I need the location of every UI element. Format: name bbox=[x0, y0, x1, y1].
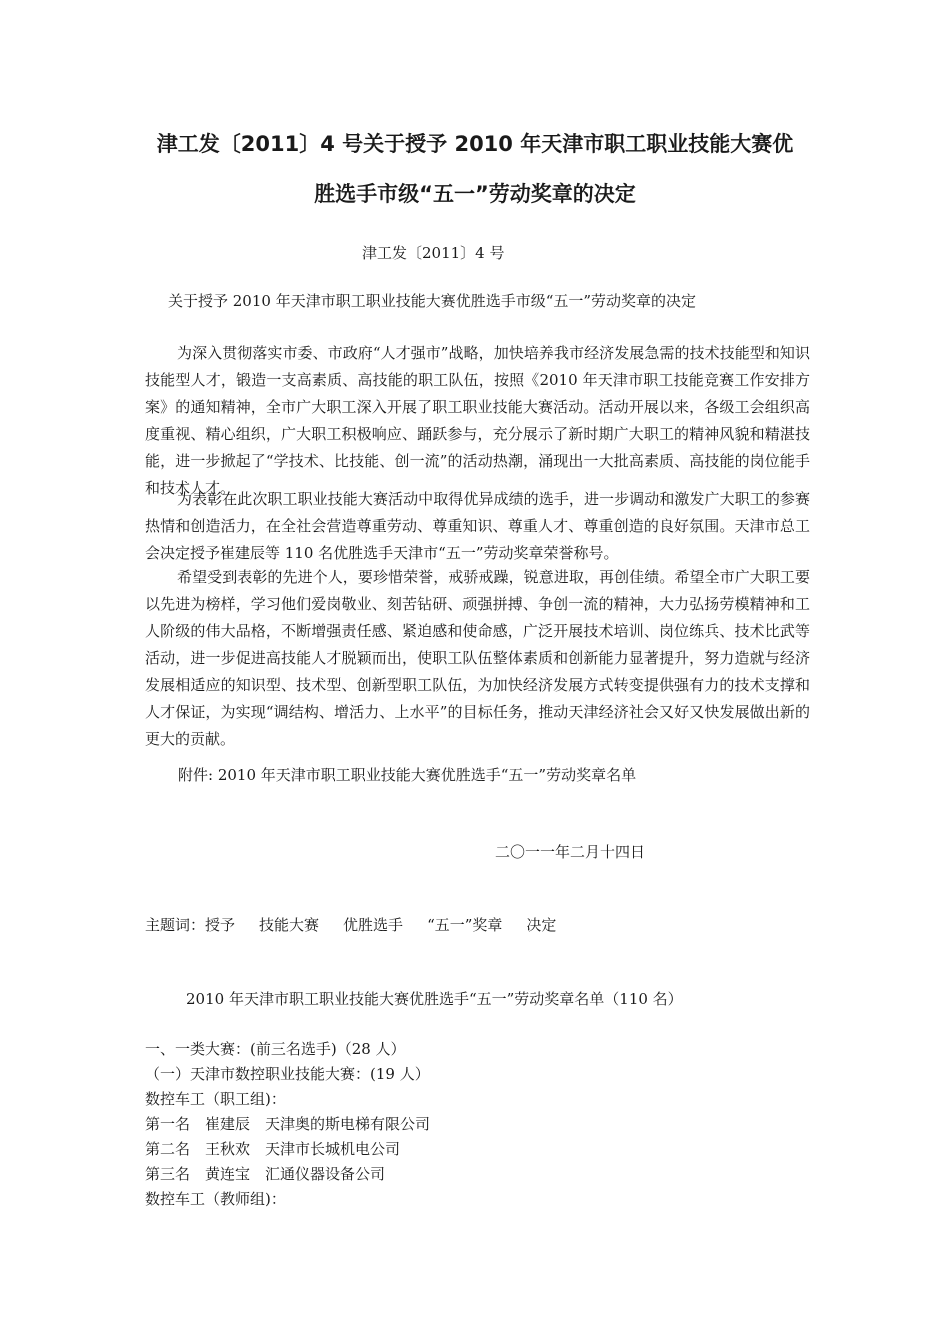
list-line: （一）天津市数控职业技能大赛：(19 人） bbox=[145, 1065, 430, 1083]
body-paragraph-3: 希望受到表彰的先进个人，要珍惜荣誉，戒骄戒躁，锐意进取，再创佳绩。希望全市广大职工要以先进为榜样，学习他们爱岗敬业、刻苦钻研、顽强拼搏、争创一流的精神，大力弘扬劳模精神和工人阶级的伟大品格，不断增强责任感、紧迫感和使命感，广泛开展技术培训、岗位练兵、技术比武等活动，进一步促进高技能人才脱颖而出，使职工队伍整体素质和创新能力显著提升，努力造就与经济发展相适应的知识型、技术型、创新型职工队伍，为加快经济发展方式转变提供强有力的技术支撑和人才保证，为实现“调结构、增活力、上水平”的目标任务，推动天津经济社会又好又快发展做出新的更大的贡献。 bbox=[145, 568, 810, 748]
issue-date: 二〇一一年二月十四日 bbox=[495, 843, 646, 861]
keyword: 优胜选手 bbox=[343, 916, 404, 934]
keywords-line bbox=[145, 915, 570, 935]
award-list-title: 2010 年天津市职工职业技能大赛优胜选手“五一”劳动奖章名单（110 名） bbox=[186, 990, 683, 1008]
keyword: 授予 bbox=[205, 916, 236, 934]
body-paragraph-1: 为深入贯彻落实市委、市政府“人才强市”战略，加快培养我市经济发展急需的技术技能型和知识技能型人才，锻造一支高素质、高技能的职工队伍，按照《2010 年天津市职工技能竞赛工作安排方案》的通知精神，全市广大职工深入开展了职工职业技能大赛活动。活动开展以来，各级工会组织高度重视、精心组织，广大职工积极响应、踊跃参与，充分展示了新时期广大职工的精神风貌和精湛技能，进一步掀起了“学技术、比技能、创一流”的活动热潮，涌现出一大批高素质、高技能的岗位能手和技术人才。 bbox=[145, 344, 810, 497]
attachment-note: 附件: 2010 年天津市职工职业技能大赛优胜选手“五一”劳动奖章名单 bbox=[178, 766, 637, 784]
list-line: 数控车工（教师组)： bbox=[145, 1190, 286, 1208]
list-line: 一、一类大赛：(前三名选手)（28 人） bbox=[145, 1040, 406, 1058]
title-line-2: 胜选手市级“五一”劳动奖章的决定 bbox=[314, 182, 636, 206]
keyword: 决定 bbox=[526, 916, 557, 934]
keyword: “五一”奖章 bbox=[427, 916, 503, 934]
list-line: 第二名 王秋欢 天津市长城机电公司 bbox=[145, 1140, 401, 1158]
keywords-label: 主题词： bbox=[145, 916, 206, 934]
document-number: 津工发〔2011〕4 号 bbox=[362, 244, 505, 262]
body-paragraph-2: 为表彰在此次职工职业技能大赛活动中取得优异成绩的选手，进一步调动和激发广大职工的参赛热情和创造活力，在全社会营造尊重劳动、尊重知识、尊重人才、尊重创造的良好氛围。天津市总工会决定授予崔建辰等 110 名优胜选手天津市“五一”劳动奖章荣誉称号。 bbox=[145, 490, 810, 562]
list-line: 数控车工（职工组)： bbox=[145, 1090, 286, 1108]
list-line: 第三名 黄连宝 汇通仪器设备公司 bbox=[145, 1165, 386, 1183]
keyword: 技能大赛 bbox=[259, 916, 320, 934]
title-line-1: 津工发〔2011〕4 号关于授予 2010 年天津市职工职业技能大赛优 bbox=[156, 132, 794, 156]
document-subtitle: 关于授予 2010 年天津市职工职业技能大赛优胜选手市级“五一”劳动奖章的决定 bbox=[168, 292, 697, 310]
list-line: 第一名 崔建辰 天津奥的斯电梯有限公司 bbox=[145, 1115, 431, 1133]
